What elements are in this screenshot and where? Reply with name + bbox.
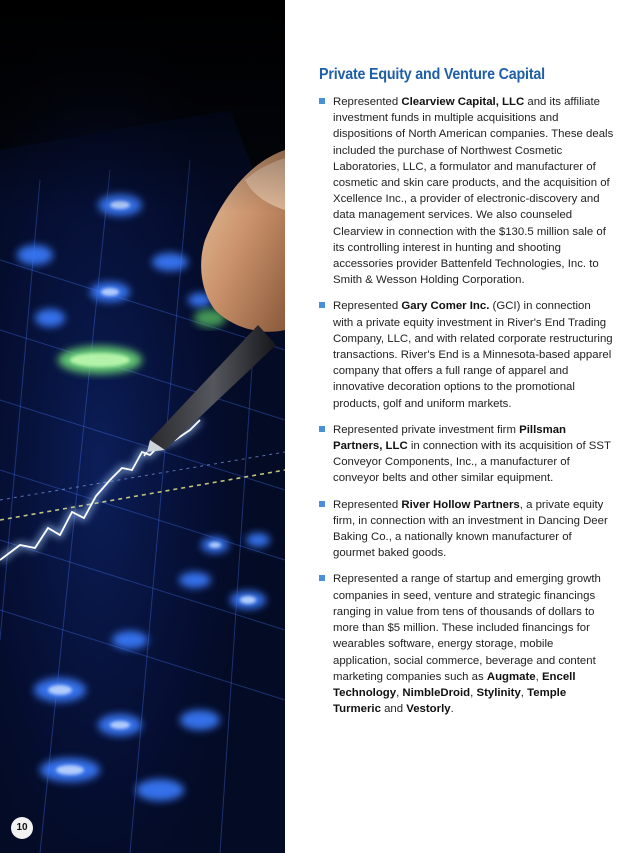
list-item [319, 422, 614, 487]
item-end: . [450, 703, 454, 716]
client-name: Vestorly [406, 703, 451, 716]
item-text: (GCI) in connection with a private equity investment in River's End Trading Company, LLC, and with related corporate restructuring transactions. River's End is a Minnesota-based apparel company that offers a full range of apparel and innovative decoration options to the promotional products, golf and uniform markets. [333, 300, 613, 410]
square-bullet-icon [319, 302, 325, 308]
section-title: Private Equity and Venture Capital [319, 66, 545, 83]
client-name: Temple Turmeric [333, 686, 567, 716]
square-bullet-icon [319, 426, 325, 432]
tablet-chart-photo [0, 0, 285, 853]
client-name: Gary Comer Inc. [401, 300, 490, 313]
separator: , [396, 686, 403, 699]
content-column [319, 66, 614, 727]
item-text: , a private equity firm, in connection with an investment in Dancing Deer Baking Co., a nationally known manufacturer of gourmet baked goods. [333, 498, 608, 560]
list-item [319, 497, 614, 562]
page-number: 10 [11, 817, 33, 839]
photo-illustration [0, 0, 285, 853]
item-text: and its affiliate investment funds in multiple acquisitions and dispositions of North American companies. These deals included the purchase of Northwest Cosmetic Laboratories, LLC, a formulator and manufacturer of cosmetic and skin care products, and the acquisition of Xcellence Inc., a provider of electronic-discovery and data management services. We also counseled Clearview in connection with the $130.5 million sale of its controlling interest in hunting and shooting accessories provider Battenfeld Technologies, Inc. to Smith & Wesson Holding Corporation. [333, 96, 614, 287]
client-name: River Hollow Partners [401, 498, 520, 511]
client-name: Encell Technology [333, 670, 576, 699]
client-name: Augmate [486, 670, 536, 683]
separator: and [380, 703, 407, 716]
client-name: Pillsman Partners, LLC [333, 423, 566, 453]
square-bullet-icon [319, 98, 325, 104]
list-item [319, 298, 614, 411]
client-name: Stylinity [476, 686, 521, 699]
item-text: Represented a range of startup and emerging growth companies in seed, venture and strategic financings ranging in value from tens of thousands of dollars to more than $5 million. These included financings for wearables software, energy storage, mobile application, social commerce, beverage and content marketing companies such as [333, 573, 601, 683]
separator: , [520, 686, 528, 699]
square-bullet-icon [319, 501, 325, 507]
list-item [319, 94, 614, 288]
item-text: in connection with its acquisition of SST Conveyor Components, Inc., a manufacturer of conveyor belts and other similar equipment. [333, 440, 611, 485]
separator: , [470, 686, 477, 699]
square-bullet-icon [319, 575, 325, 581]
item-text: Represented private investment firm [333, 423, 520, 436]
separator: , [535, 670, 542, 683]
item-text: Represented [333, 96, 402, 108]
item-text: Represented [333, 498, 402, 511]
list-item [319, 571, 614, 717]
item-text: Represented [333, 300, 402, 313]
client-name: Clearview Capital, LLC [401, 96, 525, 108]
representation-list [319, 94, 614, 717]
client-name: NimbleDroid [402, 686, 471, 699]
